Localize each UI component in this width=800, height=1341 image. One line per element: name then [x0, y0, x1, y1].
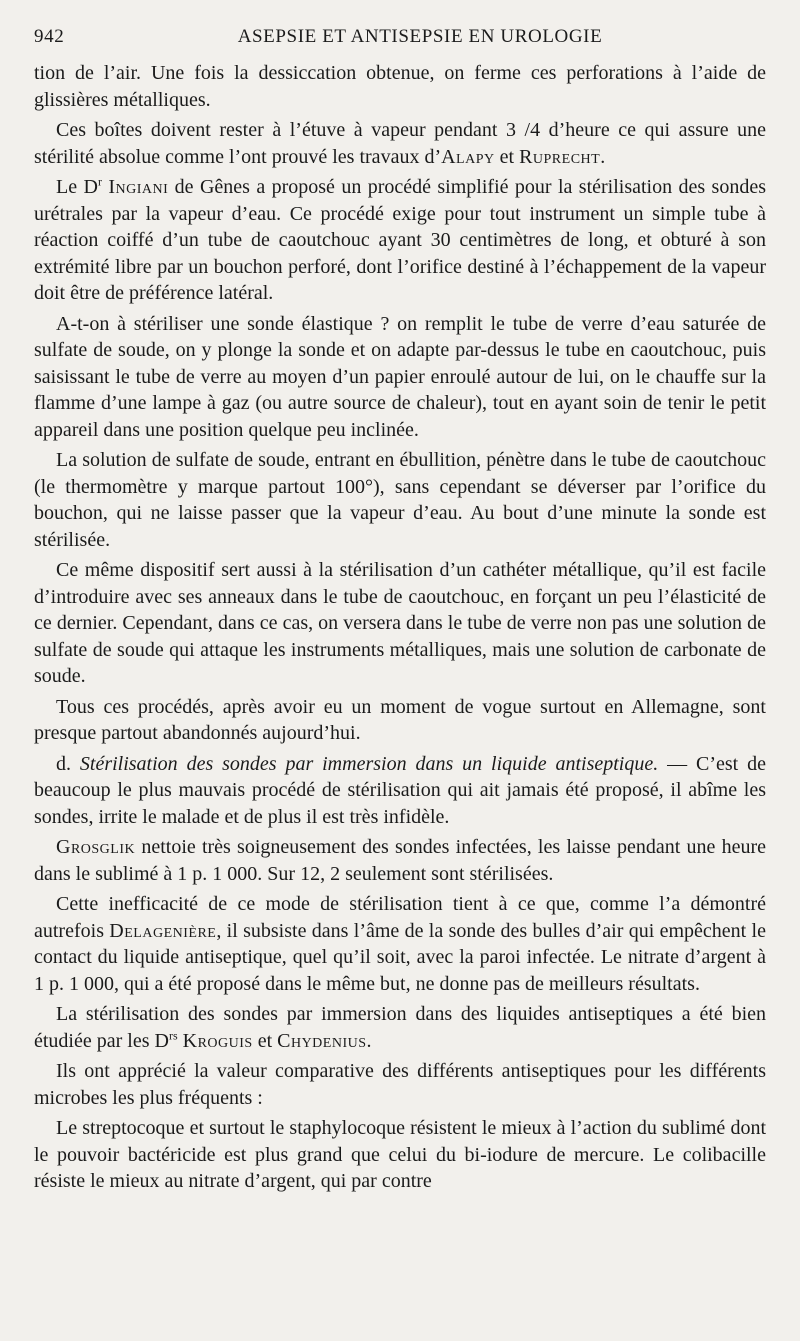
- text-segment: Ils ont apprécié la valeur comparative des différents antiseptiques pour les différents microbes les plus fréquents :: [34, 1060, 766, 1109]
- text-segment: .: [600, 145, 606, 168]
- author-name: Chydenius: [277, 1029, 367, 1052]
- page-header: [34, 26, 766, 60]
- paragraph: [34, 751, 766, 831]
- author-name: Kroguis: [182, 1029, 253, 1052]
- text-segment: nettoie très soigneusement des sondes infectées, les laisse pendant une heure dans le sublimé à 1 p. 1 000. Sur 12, 2 seulement sont stérilisées.: [34, 836, 766, 885]
- running-title: ASEPSIE ET ANTISEPSIE EN UROLOGIE: [237, 26, 603, 47]
- paragraph: [34, 60, 766, 113]
- superscript: rs: [168, 1027, 178, 1042]
- text-segment: La solution de sulfate de soude, entrant en ébullition, pénètre dans le tube de caoutchouc (le thermomètre y marque partout 100°), sans cependant se déverser par l’orifice du bouchon, qui ne laisse passer que la vapeur d’eau. Au bout d’une minute la sonde est stérilisée.: [34, 449, 766, 551]
- author-name: Grosglik: [56, 836, 136, 858]
- section-heading: Stérilisation des sondes par immersion dans un liquide antiseptique.: [79, 752, 659, 775]
- paragraph: [34, 891, 766, 997]
- paragraph: [34, 694, 766, 747]
- text-segment: Cette inefficacité de ce mode de stérilisation tient à ce que, comme l’a démontré autrefois: [34, 893, 766, 942]
- text-segment: et: [252, 1029, 278, 1052]
- text-segment: Le streptocoque et surtout le staphylocoque résistent le mieux à l’action du sublimé dont le pouvoir bactéricide est plus grand que celui du bi-iodure de mercure. Le colibacille résiste le mieux au nitrate d’argent, qui par contre: [34, 1117, 766, 1192]
- text-segment: Tous ces procédés, après avoir eu un moment de vogue surtout en Allemagne, sont presque partout abandonnés aujourd’hui.: [34, 695, 766, 744]
- paragraph: [34, 834, 766, 887]
- paragraph: [34, 1058, 766, 1111]
- paragraph: [34, 117, 766, 170]
- superscript: r: [97, 174, 102, 189]
- paragraph: [34, 1001, 766, 1054]
- text-segment: A-t-on à stériliser une sonde élastique ? on remplit le tube de verre d’eau saturée de sulfate de soude, on y plonge la sonde et on adapte par-dessus le tube en caoutchouc, puis saisissant le tube de verre au moyen d’un papier enroulé autour de lui, on le chauffe sur la flamme d’une lampe à gaz (ou autre source de chaleur), tout en ayant soin de tenir le petit appareil dans une position quelque peu inclinée.: [34, 312, 766, 441]
- paragraph: [34, 1115, 766, 1195]
- text-segment: tion de l’air. Une fois la dessiccation obtenue, on ferme ces perforations à l’aide de glissières métalliques.: [34, 62, 766, 111]
- author-name: Delagenière: [109, 919, 217, 942]
- paragraph: [34, 447, 766, 553]
- author-name: Ingiani: [108, 176, 169, 198]
- author-name: Alapy: [441, 145, 495, 168]
- page-number: 942: [34, 26, 65, 47]
- paragraph: [34, 174, 766, 307]
- text-segment: Ces boîtes doivent rester à l’étuve à vapeur pendant 3 /4 d’heure ce qui assure une stérilité absolue comme l’ont prouvé les travaux d’: [34, 119, 766, 168]
- text-segment: Le D: [56, 176, 98, 198]
- text-segment: d.: [56, 752, 80, 775]
- paragraph: [34, 311, 766, 444]
- author-name: Ruprecht: [519, 145, 601, 168]
- text-segment: .: [366, 1029, 372, 1052]
- text-segment: , il subsiste dans l’âme de la sonde des bulles d’air qui empêchent le contact du liquide antiseptique, quel qu’il soit, avec la paroi infectée. Le nitrate d’argent à 1 p. 1 000, qui a été proposé dans le même but, ne donne pas de meilleurs résultats.: [34, 919, 766, 995]
- paragraph: [34, 557, 766, 690]
- text-segment: de Gênes a proposé un procédé simplifié pour la stérilisation des sondes urétrales par la vapeur d’eau. Ce procédé exige pour tout instrument un simple tube à réaction coiffé d’un tube de caoutchouc ayant 30 centimètres de long, et obturé à son extrémité libre par un bouchon perforé, dont l’orifice destiné à l’échappement de la vapeur doit être de préférence latéral.: [34, 176, 767, 304]
- text-segment: — C’est de beaucoup le plus mauvais procédé de stérilisation qui ait jamais été proposé, il abîme les sondes, irrite le malade et de plus il est très infidèle.: [34, 752, 766, 828]
- text-segment: et: [494, 145, 520, 168]
- body-text: [34, 60, 766, 1195]
- text-segment: Ce même dispositif sert aussi à la stérilisation d’un cathéter métallique, qu’il est facile d’introduire avec ses anneaux dans le tube de caoutchouc, en forçant un peu l’élasticité de ce dernier. Cependant, dans ce cas, on versera dans le tube de verre non pas une solution de sulfate de soude qui attaque les instruments métalliques, mais une solution de carbonate de soude.: [34, 559, 766, 687]
- text-segment: La stérilisation des sondes par immersion dans des liquides antiseptiques a été bien étudiée par les D: [34, 1003, 766, 1052]
